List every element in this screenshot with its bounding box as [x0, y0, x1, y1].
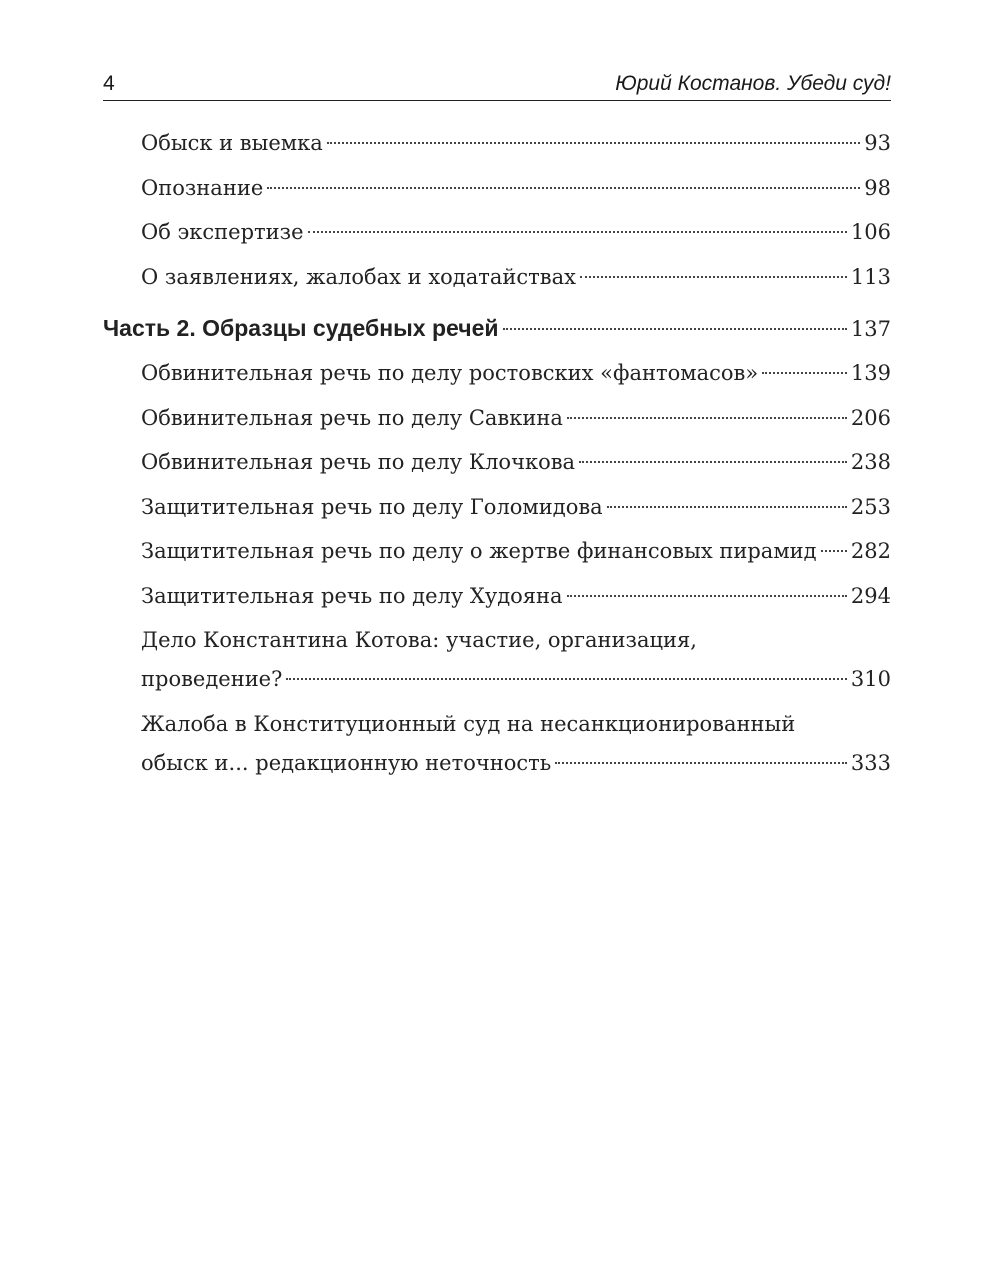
toc-entry-title-line-2: обыск и... редакционную неточность	[141, 750, 552, 775]
toc-part-title: Часть 2. Образцы судебных речей	[103, 314, 499, 341]
toc-entry-title: Защитительная речь по делу Голомидова	[141, 494, 603, 519]
toc-part-page: 137	[850, 316, 891, 341]
toc-entry-page: 253	[850, 494, 891, 519]
dot-leader	[567, 417, 847, 419]
toc-entry-title: Опознание	[141, 175, 264, 200]
toc-entry-page: 106	[850, 220, 891, 244]
toc-entry-title: Защитительная речь по делу Худояна	[141, 583, 563, 608]
toc-entry[interactable]	[103, 577, 891, 616]
toc-entry[interactable]	[103, 258, 891, 297]
toc-entry-title: Защитительная речь по делу о жертве финансовых пирамид	[141, 539, 817, 563]
dot-leader	[267, 187, 860, 189]
toc-entry[interactable]	[103, 488, 891, 527]
toc-entry-page: 310	[850, 667, 891, 691]
running-title: Юрий Костанов. Убеди суд!	[615, 72, 891, 95]
dot-leader	[580, 276, 847, 278]
toc-entry-title: Обыск и выемка	[141, 131, 323, 155]
dot-leader	[607, 506, 847, 508]
toc-entry[interactable]	[103, 169, 891, 208]
toc-entry-title: Обвинительная речь по делу ростовских «фантомасов»	[141, 361, 759, 385]
dot-leader	[821, 550, 847, 552]
toc-entry[interactable]	[103, 443, 891, 482]
toc-entry-page: 238	[850, 450, 891, 474]
dot-leader	[308, 231, 847, 233]
toc-entry-page: 98	[864, 175, 891, 200]
toc-entry-page: 139	[850, 361, 891, 385]
dot-leader	[503, 328, 847, 330]
dot-leader	[762, 372, 847, 374]
toc-entry[interactable]	[103, 532, 891, 571]
dot-leader	[286, 678, 847, 680]
toc-entry-page: 113	[850, 264, 891, 289]
toc-entry-page: 333	[850, 750, 891, 775]
table-of-contents	[103, 124, 891, 788]
toc-entry-title-line-1: Дело Константина Котова: участие, организация,	[141, 628, 697, 652]
toc-entry[interactable]	[103, 399, 891, 438]
toc-entry[interactable]	[103, 124, 891, 163]
toc-entry[interactable]	[103, 354, 891, 393]
toc-entry-page: 206	[850, 405, 891, 430]
toc-entry[interactable]	[103, 213, 891, 252]
toc-entry-title-line-1: Жалоба в Конституционный суд на несанкционированный	[141, 711, 796, 736]
page-number: 4	[103, 72, 115, 95]
toc-entry-multiline[interactable]	[103, 621, 891, 699]
toc-entry-title: О заявлениях, жалобах и ходатайствах	[141, 264, 576, 289]
dot-leader	[567, 595, 847, 597]
toc-entry-title: Обвинительная речь по делу Клочкова	[141, 450, 576, 474]
page-header	[103, 68, 891, 101]
dot-leader	[579, 461, 847, 463]
dot-leader	[327, 142, 861, 144]
toc-entry-page: 294	[850, 583, 891, 608]
toc-entry-page: 93	[864, 131, 891, 155]
toc-entry-title: Об экспертизе	[141, 220, 304, 244]
toc-entry-multiline[interactable]	[103, 705, 891, 783]
toc-entry-page: 282	[850, 539, 891, 563]
dot-leader	[555, 762, 847, 764]
toc-entry-title-line-2: проведение?	[141, 667, 283, 691]
toc-part-heading[interactable]	[103, 309, 891, 349]
toc-entry-title: Обвинительная речь по делу Савкина	[141, 405, 563, 430]
